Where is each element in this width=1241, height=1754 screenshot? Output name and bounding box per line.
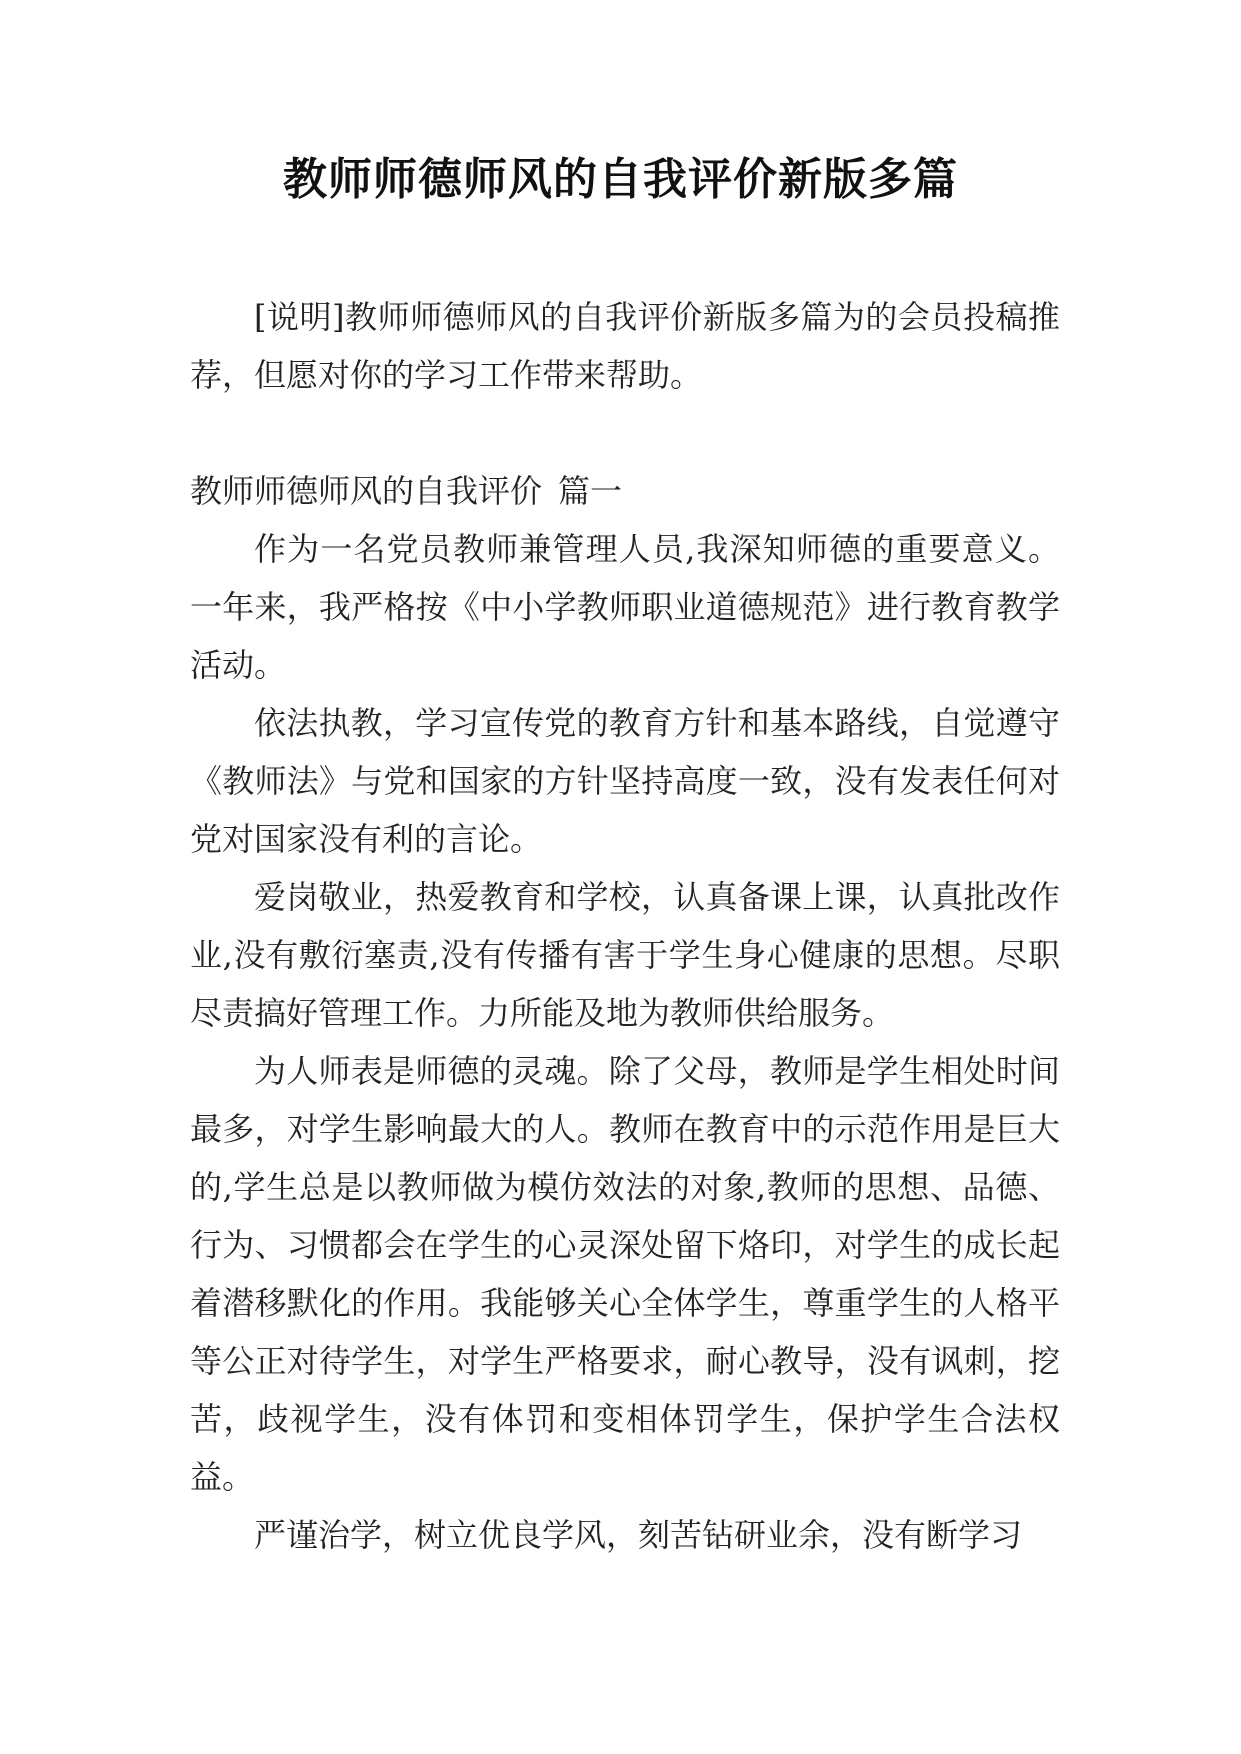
body-paragraph: 作为一名党员教师兼管理人员,我深知师德的重要意义。一年来，我严格按《中小学教师职业道德规范》进行教育教学活动。 bbox=[190, 530, 1060, 684]
section-heading-text: 教师师德师风的自我评价 bbox=[190, 472, 543, 510]
document-note bbox=[190, 288, 1060, 404]
body-paragraph: 爱岗敬业，热爱教育和学校，认真备课上课，认真批改作业,没有敷衍塞责,没有传播有害于学生身心健康的思想。尽职尽责搞好管理工作。力所能及地为教师供给服务。 bbox=[190, 878, 1060, 1032]
note-paragraph: [说明]教师师德师风的自我评价新版多篇为的会员投稿推荐，但愿对你的学习工作带来帮助。 bbox=[190, 298, 1060, 394]
body-paragraph: 严谨治学，树立优良学风，刻苦钻研业余，没有断学习 bbox=[254, 1516, 1023, 1554]
section-body bbox=[190, 520, 1060, 1564]
document-title: 教师师德师风的自我评价新版多篇 bbox=[283, 154, 958, 205]
section-heading bbox=[190, 462, 1060, 520]
body-paragraph: 依法执教，学习宣传党的教育方针和基本路线，自觉遵守《教师法》与党和国家的方针坚持高度一致，没有发表任何对党对国家没有利的言论。 bbox=[190, 704, 1060, 858]
section-heading-suffix: 篇一 bbox=[558, 472, 623, 510]
body-paragraph: 为人师表是师德的灵魂。除了父母，教师是学生相处时间最多，对学生影响最大的人。教师在教育中的示范作用是巨大的,学生总是以教师做为模仿效法的对象,教师的思想、品德、行为、习惯都会在学生的心灵深处留下烙印，对学生的成长起着潜移默化的作用。我能够关心全体学生，尊重学生的人格平等公正对待学生，对学生严格要求，耐心教导，没有讽刺，挖苦，歧视学生，没有体罚和变相体罚学生，保护学生合法权益。 bbox=[190, 1052, 1060, 1496]
